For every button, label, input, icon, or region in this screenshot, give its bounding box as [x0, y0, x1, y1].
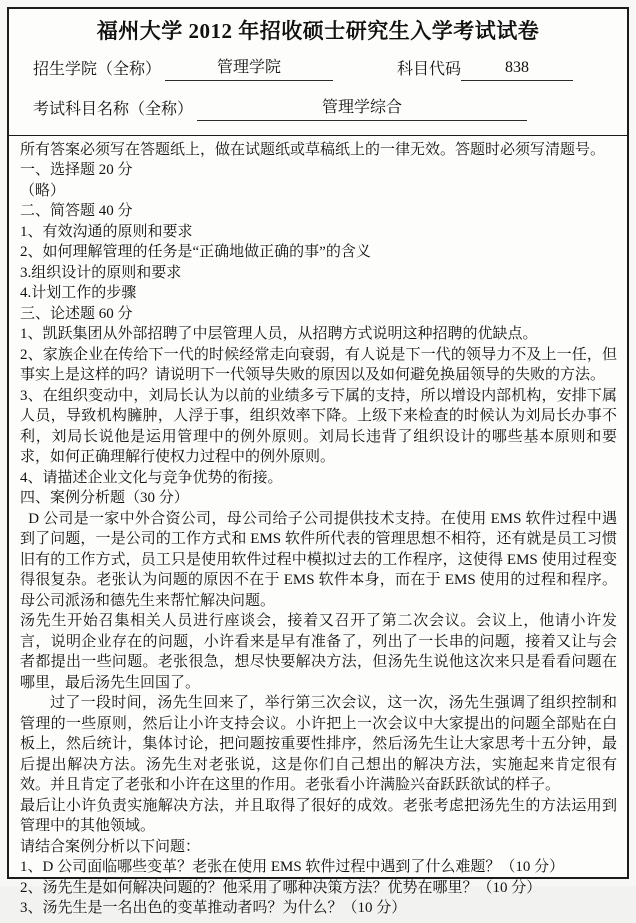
case-paragraph-3: 过了一段时间，汤先生回来了，举行第三次会议，这一次，汤先生强调了组织控制和管理的一些原则，然后让小许支持会议。小许把上一次会议中大家提出的问题全部贴在白板上，然后统计，集体讨论，把问题按重要性排序，然后汤先生让大家思考十五分钟，最后提出解决方法。汤先生对老张说，这是你们自己想出的解决方法，实施起来肯定很有效。并且肯定了老张和小许在这里的作用。老张看小许满脸兴奋跃跃欲试的样子。: [20, 695, 617, 794]
short-answer-q2: 2、如何理解管理的任务是“正确地做正确的事”的含义: [20, 244, 371, 261]
essay-q1: 1、凯跃集团从外部招聘了中层管理人员，从招聘方式说明这种招聘的优缺点。: [20, 326, 538, 343]
subject-name-label: 考试科目名称（全称）: [33, 100, 194, 118]
exam-paper: [7, 7, 629, 917]
case-paragraph-4: 最后让小许负责实施解决方法，并且取得了很好的成效。老张考虑把汤先生的方法运用到管理中的其他领域。: [20, 797, 617, 835]
subject-row: [23, 98, 613, 121]
subject-name-value: 管理学综合: [197, 98, 527, 121]
page-title: 福州大学 2012 年招收硕士研究生入学考试试卷: [96, 19, 540, 43]
section-choice-omitted: （略）: [20, 182, 66, 199]
essay-q4: 4、请描述企业文化与竞争优势的衔接。: [20, 469, 283, 486]
essay-q2: 2、家族企业在传给下一代的时候经常走向衰弱，有人说是下一代的领导力不及上一任，但事实上是这样的吗？请说明下一代领导失败的原因以及如何避免换届领导的失败的方法。: [20, 346, 617, 384]
section-essay-heading: 三、论述题 60 分: [20, 305, 133, 322]
case-q3: 3、汤先生是一名出色的变革推动者吗？为什么？（10 分）: [20, 900, 407, 917]
section-case-heading: 四、案例分析题（30 分）: [20, 490, 189, 507]
case-paragraph-2: 汤先生开始召集相关人员进行座谈会，接着又召开了第二次会议。会议上，他请小许发言，说明企业存在的问题，小许看来是早有准备了，列出了一长串的问题，接着又让与会者都提出一些问题。老张很急，想尽快要解决方法，但汤先生说他这次来只是看看问题在哪里，最后汤先生回国了。: [20, 613, 617, 691]
school-label: 招生学院（全称）: [33, 61, 162, 79]
short-answer-q4: 4.计划工作的步骤: [20, 285, 137, 302]
subject-code-label: 科目代码: [397, 61, 462, 79]
section-short-answer-heading: 二、简答题 40 分: [20, 203, 133, 220]
case-q2: 2、汤先生是如何解决问题的？他采用了哪种决策方法？优势在哪里？（10 分）: [20, 879, 542, 896]
short-answer-q1: 1、有效沟通的原则和要求: [20, 223, 193, 240]
short-answer-q3: 3.组织设计的原则和要求: [20, 264, 182, 281]
paper-header: [9, 9, 627, 135]
notice-text: 所有答案必须写在答题纸上，做在试题纸或草稿纸上的一律无效。答题时必须写清题号。: [20, 141, 606, 158]
school-value: 管理学院: [165, 58, 333, 81]
case-q1: 1、D 公司面临哪些变革？老张在使用 EMS 软件过程中遇到了什么难题？（10 分）: [20, 859, 565, 876]
school-row: [23, 58, 613, 81]
paper-body: [9, 136, 627, 923]
essay-q3: 3、在组织变动中，刘局长认为以前的业绩多亏下属的支持，所以增设内部机构，安排下属人员，导致机构臃肿，人浮于事，组织效率下降。上级下来检查的时候认为刘局长办事不利，刘局长说他是运用管理中的例外原则。刘局长违背了组织设计的哪些基本原则和要求，如何正确理解行使权力过程中的例外原则。: [20, 387, 617, 466]
case-questions-intro: 请结合案例分析以下问题：: [20, 838, 201, 855]
case-paragraph-1: D 公司是一家中外合资公司，母公司给子公司提供技术支持。在使用 EMS 软件过程中遇到了问题，一是公司的工作方式和 EMS 软件所代表的管理思想不相符，还有就是员工习惯旧有的工作方式，员工只是使用软件过程中模拟过去的工作程序，这使得 EMS 使用过程变得很复杂。老张认为问题的原因不在于 EMS 软件本身，而在于 EMS 使用的过程和程序。母公司派汤和德先生来帮忙解决问题。: [20, 510, 617, 609]
section-choice-heading: 一、选择题 20 分: [20, 162, 133, 179]
subject-code-value: 838: [461, 58, 573, 81]
